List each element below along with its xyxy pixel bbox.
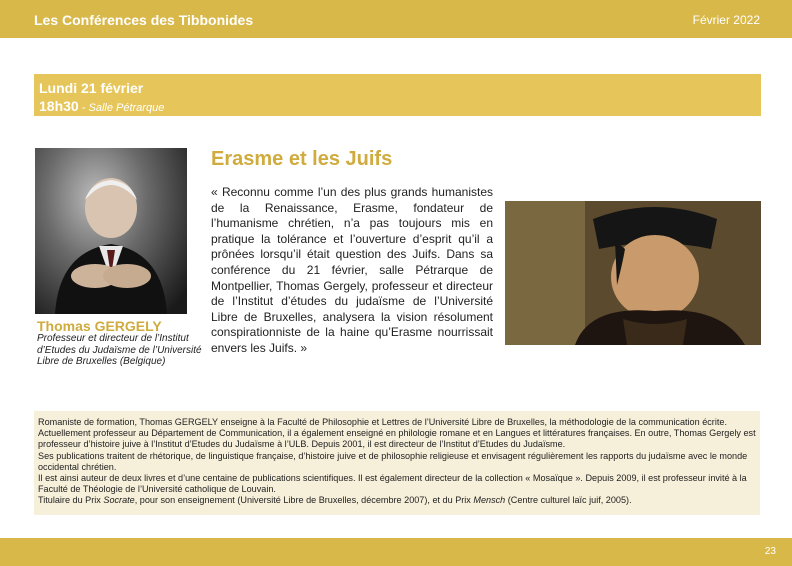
bio-paragraph: Ses publications traitent de rhétorique, de linguistique française, d’histoire juive et de philosophie religieuse et envisagent régulièrement les rapports du judaïsme avec le monde occidental chrétien. [38,450,748,472]
header-bar [0,0,792,38]
bio-paragraph-prizes [38,495,756,506]
prize-name-mensch: Mensch [473,495,506,506]
event-date-banner [34,74,761,116]
issue-date: Février 2022 [692,13,760,27]
event-day: Lundi 21 février [39,80,144,96]
bio-paragraph: Il est ainsi auteur de deux livres et d’une centaine de publications scientifiques. Il est également directeur de la collection « Mosaïque ». Depuis 2009, il est professeur invité à la Faculté de Théologie de l’Université catholique de Louvain. [38,473,747,495]
erasmus-portrait-illustration [505,201,761,345]
bio-paragraph: Romaniste de formation, Thomas GERGELY enseigne à la Faculté de Philosophie et Lettres de l’Université Libre de Bruxelles, la méthodologie de la communication écrite. Actuellement professeur au Département de Communication, il a également enseigné en philologie romane et en Langues et littératures françaises. En outre, Thomas Gergely est professeur d’histoire juive à l’Institut d’Etudes du Judaïsme à l’ULB. Depuis 2001, il est directeur de l’Institut d’Etudes du Judaïsme. [38,417,756,450]
speaker-role: Professeur et directeur de l’Institut d’Etudes du Judaïsme de l’Université Libre de Bruxelles (Belgique) [37,333,202,367]
series-title: Les Conférences des Tibbonides [34,12,254,28]
bio-text: , pour son enseignement (Université Libre de Bruxelles, décembre 2007), et du Prix [134,495,474,506]
prize-name-socrate: Socrate [103,495,135,506]
speaker-portrait-illustration [35,148,187,314]
footer-bar [0,538,792,566]
event-separator: - [78,102,89,114]
speaker-name: Thomas GERGELY [37,318,162,334]
event-time: 18h30 [39,98,79,114]
event-room: Salle Pétrarque [88,102,165,114]
talk-abstract: « Reconnu comme l’un des plus grands humanistes de la Renaissance, Erasme, fondateur de l’humanisme chrétien, n’a pas toujours mis en pratique la tolérance et l’ouverture d’esprit qu’il a prônées lorsqu’il était question des Juifs. Dans sa conférence du 21 février, salle Pétrarque de Montpellier, Thomas Gergely, professeur et directeur de l’Institut d’études du judaïsme de l’Université Libre de Bruxelles, analysera la vision résolument conspirationniste de la haine qu’Erasme nourrissait envers les Juifs. » [211,185,493,355]
bio-text: (Centre culturel laïc juif, 2005). [505,495,632,506]
bio-text: Titulaire du Prix [38,495,104,506]
talk-title: Erasme et les Juifs [211,148,393,170]
speaker-photo [35,148,187,314]
page-number: 23 [764,546,776,557]
erasmus-portrait [505,201,761,345]
speaker-biography [34,411,760,515]
event-time-line [39,98,164,114]
